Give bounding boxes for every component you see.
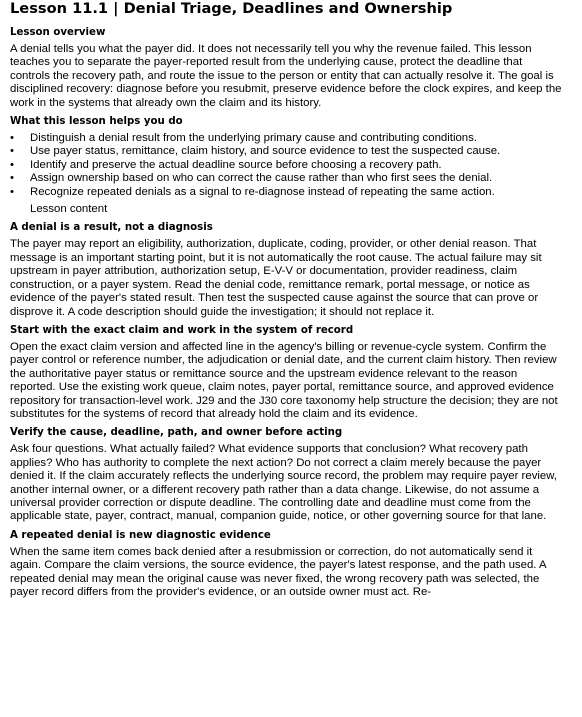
helps-heading: What this lesson helps you do xyxy=(10,116,183,128)
list-item-text: Assign ownership based on who can correct the cause rather than who first sees the denial. xyxy=(30,172,493,185)
bullet-icon: • xyxy=(10,145,14,158)
section-result-paragraph: The payer may report an eligibility, authorization, duplicate, coding, provider, or other denial reason. That message is an important starting point, but it is not automatically the root cause. The actual failure may sit upstream in payer attribution, authorization setup, E-V-V or documentation, provider readiness, claim construction, or a payer system. Read the denial code, remittance remark, portal message, or notice as evidence of the payer's stated result. Then test the suspected cause against the source that can prove or disprove it. A code description should guide the investigation; it should not replace it. xyxy=(10,238,542,318)
lesson-content-label: Lesson content xyxy=(30,203,108,216)
list-item-text: Use payer status, remittance, claim history, and source evidence to test the suspected cause. xyxy=(30,145,501,158)
list-item xyxy=(10,172,562,185)
list-item-text: Distinguish a denial result from the underlying primary cause and contributing conditions. xyxy=(30,132,478,145)
list-item xyxy=(10,159,562,172)
list-item-text: Recognize repeated denials as a signal to re-diagnose instead of repeating the same action. xyxy=(30,185,495,198)
bullet-icon: • xyxy=(10,132,14,145)
overview-paragraph: A denial tells you what the payer did. It does not necessarily tell you why the revenue failed. This lesson teaches you to separate the payer-reported result from the underlying cause, protect the deadline that controls the recovery path, and route the issue to the person or entity that can actually resolve it. The goal is disciplined recovery: diagnose before you resubmit, preserve evidence before the clock expires, and keep the work in the systems that already own the claim and its history. xyxy=(10,43,562,109)
section-repeat-paragraph: When the same item comes back denied after a resubmission or correction, do not automatically send it again. Compare the claim versions, the source evidence, the payer's latest response, and the path used. A repeated denial may mean the original cause was never fixed, the wrong recovery path was selected, the payer record differs from the provider's evidence, or an outside owner must act. Re- xyxy=(10,545,546,598)
overview-heading: Lesson overview xyxy=(10,27,106,38)
section-repeat-heading: A repeated denial is new diagnostic evidence xyxy=(10,529,271,541)
section-verify-paragraph: Ask four questions. What actually failed? What evidence supports that conclusion? What recovery path applies? Who has authority to complete the next action? Do not correct a claim merely because the payer denied it. If the claim accurately reflects the underlying source record, the problem may require payer review, another internal owner, or a different recovery path rather than a data change. Likewise, do not assume a universal provider correction or dispute deadline. The controlling date and deadline must come from the applicable state, payer, contract, manual, companion guide, notice, or other governing source for that lane. xyxy=(10,443,558,523)
bullet-icon: • xyxy=(10,185,14,198)
section-verify-heading: Verify the cause, deadline, path, and owner before acting xyxy=(10,427,343,439)
list-item xyxy=(10,132,562,145)
helps-bullet-list xyxy=(10,132,562,199)
bullet-icon: • xyxy=(10,172,14,185)
section-result-heading: A denial is a result, not a diagnosis xyxy=(10,222,213,234)
list-item xyxy=(10,145,562,158)
lesson-page xyxy=(10,0,562,604)
bullet-icon: • xyxy=(10,158,14,171)
list-item-text: Identify and preserve the actual deadline source before choosing a recovery path. xyxy=(30,158,442,171)
section-exact-heading: Start with the exact claim and work in the system of record xyxy=(10,324,354,336)
section-exact-paragraph: Open the exact claim version and affected line in the agency's billing or revenue-cycle system. Confirm the payer control or reference number, the adjudication or denial date, and the current claim history. Then review the authoritative payer status or remittance source and the upstream evidence relevant to the reason reported. Use the existing work queue, claim notes, payer portal, remittance source, and approved evidence repository for transaction-level work. J29 and the J30 core taxonomy help structure the decision; they are not substitutes for the systems of record that already hold the claim and its evidence. xyxy=(10,340,558,420)
list-item xyxy=(10,186,562,199)
page-title: Lesson 11.1 | Denial Triage, Deadlines and Ownership xyxy=(10,0,453,17)
